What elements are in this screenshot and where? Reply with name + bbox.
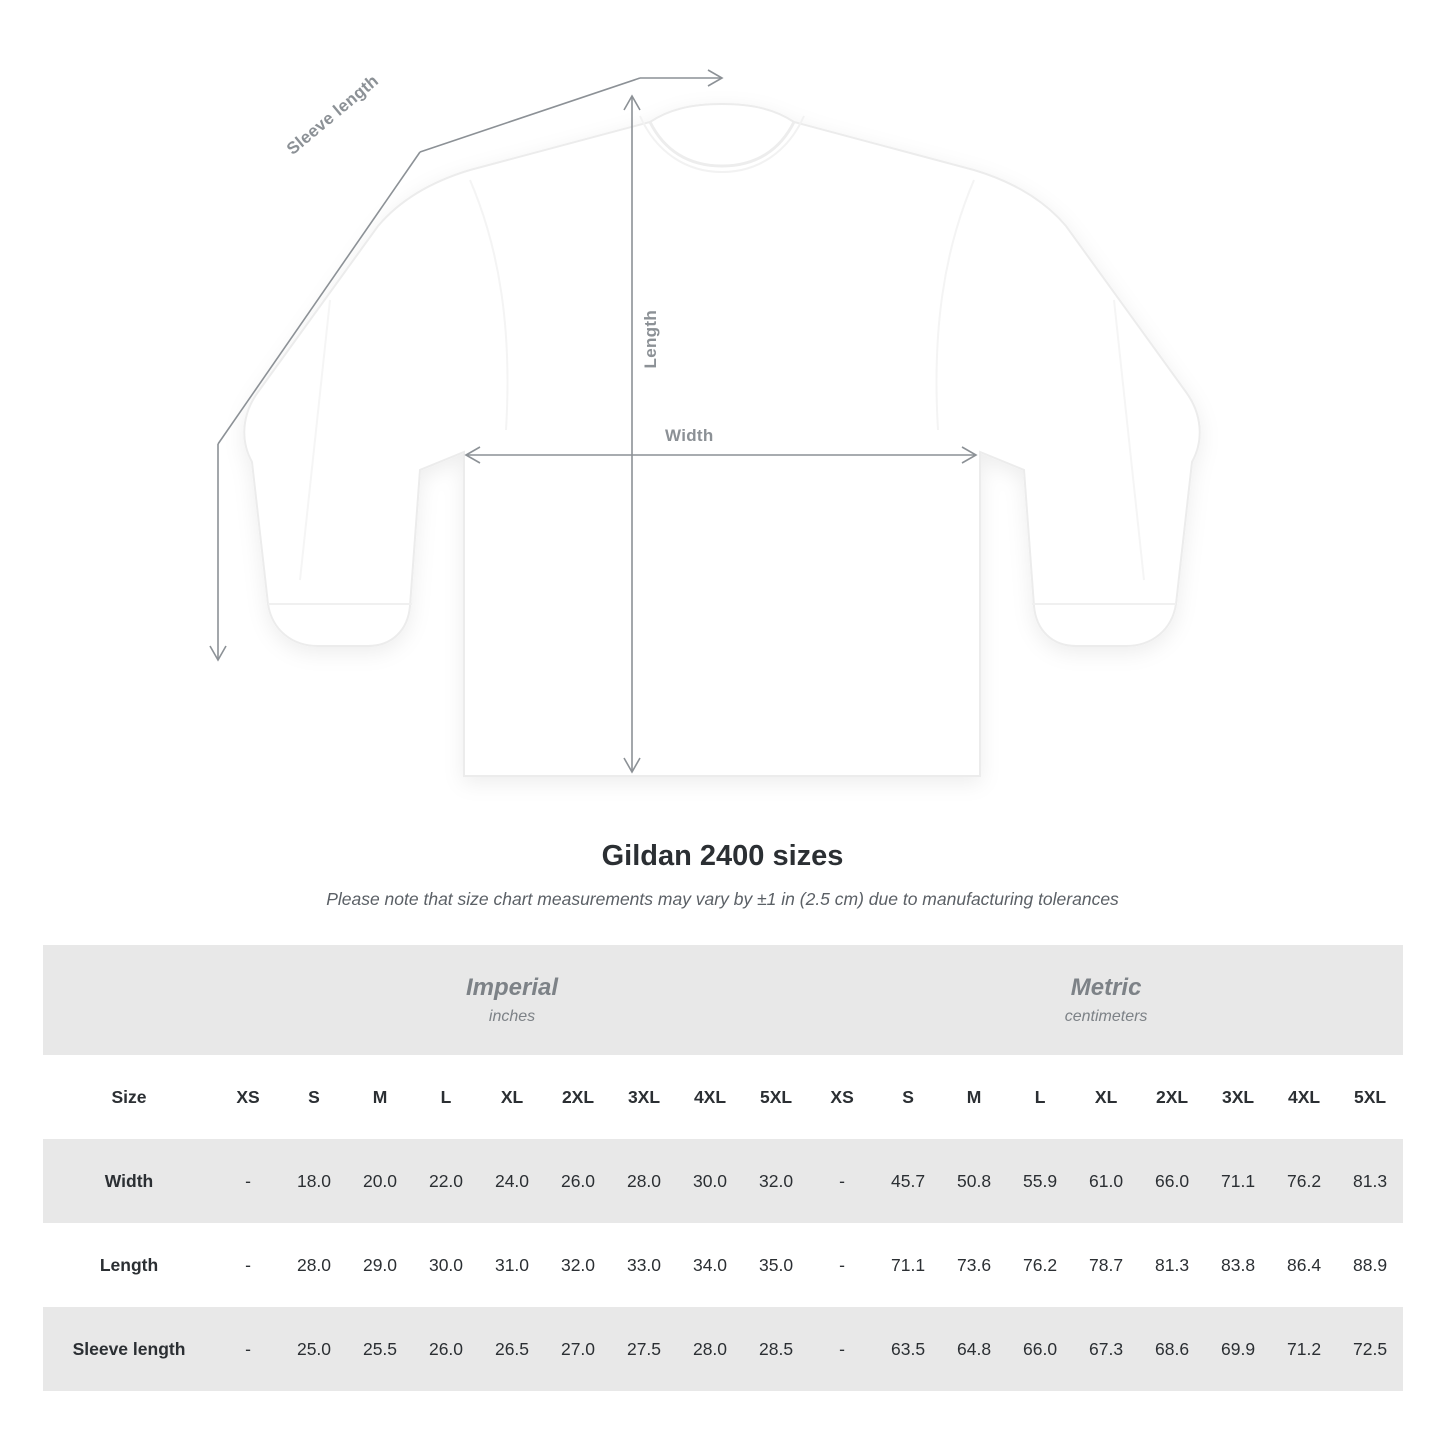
cell-width-metric-s: 45.7 (875, 1139, 941, 1223)
header-size-imperial-xl: XL (479, 1055, 545, 1139)
header-size-metric-2xl: 2XL (1139, 1055, 1205, 1139)
cell-sleeve-imperial-xs: - (215, 1307, 281, 1391)
cell-width-metric-4xl: 76.2 (1271, 1139, 1337, 1223)
cell-length-imperial-xs: - (215, 1223, 281, 1307)
header-size-imperial-l: L (413, 1055, 479, 1139)
cell-length-imperial-3xl: 33.0 (611, 1223, 677, 1307)
cell-sleeve-metric-xs: - (809, 1307, 875, 1391)
cell-sleeve-metric-5xl: 72.5 (1337, 1307, 1403, 1391)
cell-length-metric-xl: 78.7 (1073, 1223, 1139, 1307)
header-size-imperial-4xl: 4XL (677, 1055, 743, 1139)
cell-sleeve-imperial-4xl: 28.0 (677, 1307, 743, 1391)
cell-width-metric-3xl: 71.1 (1205, 1139, 1271, 1223)
row-label-width: Width (43, 1139, 215, 1223)
header-size-metric-xs: XS (809, 1055, 875, 1139)
header-size-imperial-xs: XS (215, 1055, 281, 1139)
size-header-row (43, 1055, 1403, 1139)
header-size-metric-xl: XL (1073, 1055, 1139, 1139)
title-block (0, 840, 1445, 910)
cell-sleeve-metric-3xl: 69.9 (1205, 1307, 1271, 1391)
header-size-metric-3xl: 3XL (1205, 1055, 1271, 1139)
cell-width-imperial-xl: 24.0 (479, 1139, 545, 1223)
sleeve-length-dimension-label: Sleeve length (283, 71, 383, 159)
header-size-label: Size (43, 1055, 215, 1139)
cell-length-metric-5xl: 88.9 (1337, 1223, 1403, 1307)
cell-sleeve-imperial-xl: 26.5 (479, 1307, 545, 1391)
cell-sleeve-metric-xl: 67.3 (1073, 1307, 1139, 1391)
cell-width-metric-l: 55.9 (1007, 1139, 1073, 1223)
header-size-imperial-m: M (347, 1055, 413, 1139)
unit-header-row (43, 945, 1403, 1055)
cell-width-imperial-3xl: 28.0 (611, 1139, 677, 1223)
header-size-metric-l: L (1007, 1055, 1073, 1139)
cell-length-imperial-s: 28.0 (281, 1223, 347, 1307)
unit-header-metric (809, 945, 1403, 1055)
tolerance-note: Please note that size chart measurements may vary by ±1 in (2.5 cm) due to manufacturing tolerances (326, 889, 1119, 909)
size-table (43, 945, 1403, 1391)
table-row (43, 1139, 1403, 1223)
unit-header-corner (43, 945, 215, 1055)
cell-length-imperial-2xl: 32.0 (545, 1223, 611, 1307)
unit-header-imperial (215, 945, 809, 1055)
cell-length-metric-2xl: 81.3 (1139, 1223, 1205, 1307)
header-size-metric-5xl: 5XL (1337, 1055, 1403, 1139)
unit-title-imperial: Imperial (466, 974, 559, 1002)
cell-length-imperial-l: 30.0 (413, 1223, 479, 1307)
header-size-metric-m: M (941, 1055, 1007, 1139)
page-title: Gildan 2400 sizes (601, 840, 844, 872)
cell-length-imperial-m: 29.0 (347, 1223, 413, 1307)
cell-length-metric-3xl: 83.8 (1205, 1223, 1271, 1307)
row-label-sleeve-length: Sleeve length (43, 1307, 215, 1391)
header-size-imperial-5xl: 5XL (743, 1055, 809, 1139)
header-size-imperial-s: S (281, 1055, 347, 1139)
cell-length-metric-4xl: 86.4 (1271, 1223, 1337, 1307)
cell-length-imperial-5xl: 35.0 (743, 1223, 809, 1307)
cell-sleeve-imperial-s: 25.0 (281, 1307, 347, 1391)
unit-sub-imperial: inches (488, 1007, 536, 1025)
cell-width-imperial-l: 22.0 (413, 1139, 479, 1223)
cell-sleeve-imperial-3xl: 27.5 (611, 1307, 677, 1391)
cell-sleeve-imperial-2xl: 27.0 (545, 1307, 611, 1391)
cell-sleeve-imperial-l: 26.0 (413, 1307, 479, 1391)
cell-width-imperial-4xl: 30.0 (677, 1139, 743, 1223)
cell-width-imperial-m: 20.0 (347, 1139, 413, 1223)
cell-sleeve-imperial-m: 25.5 (347, 1307, 413, 1391)
cell-length-imperial-xl: 31.0 (479, 1223, 545, 1307)
cell-width-imperial-s: 18.0 (281, 1139, 347, 1223)
cell-length-metric-s: 71.1 (875, 1223, 941, 1307)
cell-width-metric-5xl: 81.3 (1337, 1139, 1403, 1223)
cell-width-metric-2xl: 66.0 (1139, 1139, 1205, 1223)
table-row (43, 1223, 1403, 1307)
cell-sleeve-imperial-5xl: 28.5 (743, 1307, 809, 1391)
width-dimension-label: Width (665, 426, 714, 445)
cell-width-metric-xs: - (809, 1139, 875, 1223)
cell-length-metric-l: 76.2 (1007, 1223, 1073, 1307)
cell-length-metric-xs: - (809, 1223, 875, 1307)
cell-length-imperial-4xl: 34.0 (677, 1223, 743, 1307)
cell-width-imperial-5xl: 32.0 (743, 1139, 809, 1223)
cell-sleeve-metric-4xl: 71.2 (1271, 1307, 1337, 1391)
length-dimension-label: Length (641, 310, 660, 369)
unit-sub-metric: centimeters (1064, 1007, 1148, 1025)
cell-sleeve-metric-s: 63.5 (875, 1307, 941, 1391)
table-row (43, 1307, 1403, 1391)
header-size-imperial-3xl: 3XL (611, 1055, 677, 1139)
header-size-metric-4xl: 4XL (1271, 1055, 1337, 1139)
cell-width-metric-xl: 61.0 (1073, 1139, 1139, 1223)
cell-width-imperial-2xl: 26.0 (545, 1139, 611, 1223)
cell-length-metric-m: 73.6 (941, 1223, 1007, 1307)
cell-width-metric-m: 50.8 (941, 1139, 1007, 1223)
garment-shape (244, 104, 1199, 776)
header-size-metric-s: S (875, 1055, 941, 1139)
row-label-length: Length (43, 1223, 215, 1307)
unit-title-metric: Metric (1070, 974, 1142, 1002)
header-size-imperial-2xl: 2XL (545, 1055, 611, 1139)
cell-width-imperial-xs: - (215, 1139, 281, 1223)
size-table-container (43, 945, 1403, 1391)
cell-sleeve-metric-l: 66.0 (1007, 1307, 1073, 1391)
cell-sleeve-metric-2xl: 68.6 (1139, 1307, 1205, 1391)
cell-sleeve-metric-m: 64.8 (941, 1307, 1007, 1391)
